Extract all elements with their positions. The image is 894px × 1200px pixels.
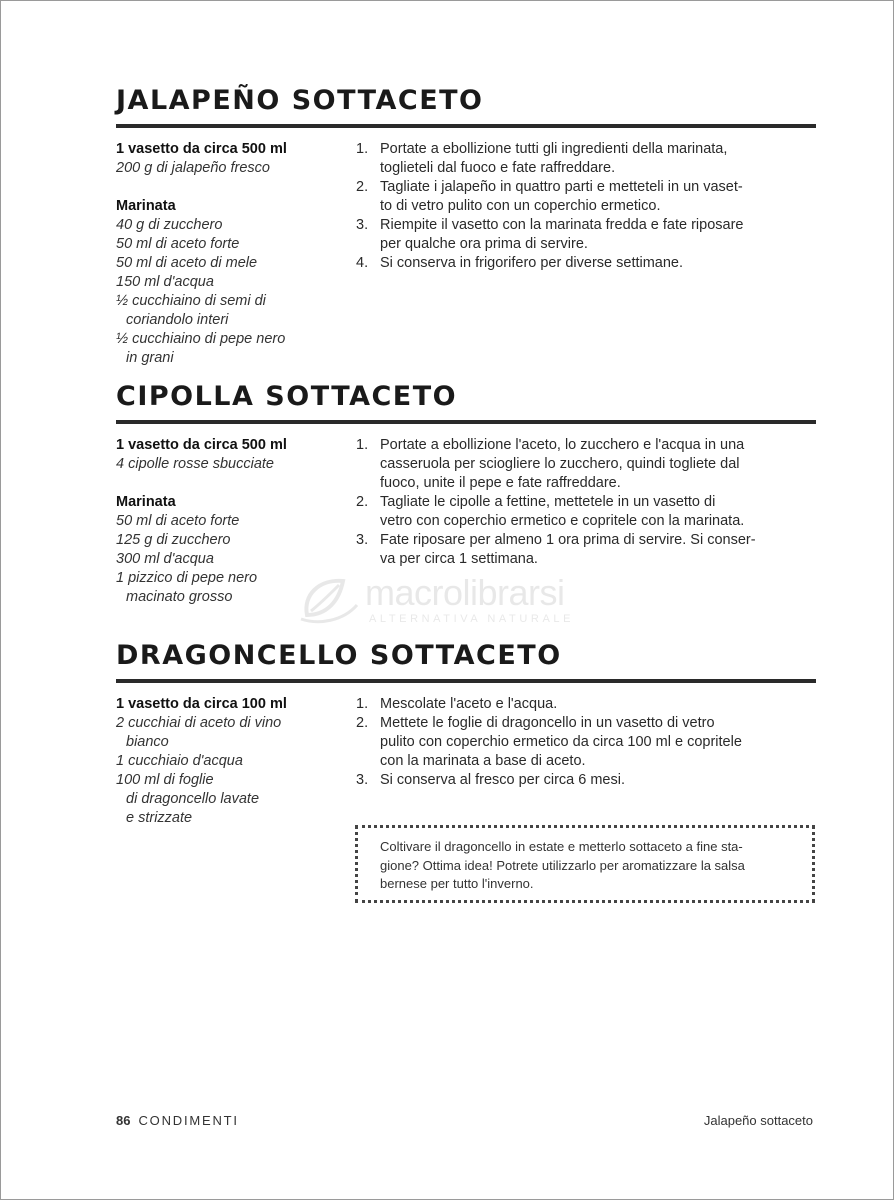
step-number: 3. <box>356 217 369 233</box>
recipe-jalapeno <box>116 81 816 366</box>
step-line: Tagliate le cipolle a fettine, mettetele in un vasetto di <box>380 494 716 510</box>
step-line: Riempite il vasetto con la marinata fredda e fate riposare <box>380 217 744 233</box>
ingredient: di dragoncello lavate <box>126 791 260 807</box>
step-line: toglieteli dal fuoco e fate raffreddare. <box>380 160 616 176</box>
footer-left <box>116 1113 239 1128</box>
step <box>356 695 816 714</box>
ingredient: 100 ml di foglie <box>116 772 214 788</box>
title-rule <box>116 420 816 424</box>
yield: 1 vasetto da circa 500 ml <box>116 141 287 157</box>
recipe-title: CIPOLLA SOTTACETO <box>116 381 458 412</box>
step-number: 4. <box>356 255 369 271</box>
ingredient: e strizzate <box>126 810 193 826</box>
step-line: con la marinata a base di aceto. <box>380 753 586 769</box>
step-line: per qualche ora prima di servire. <box>380 236 588 252</box>
ingredient: 4 cipolle rosse sbucciate <box>116 456 274 472</box>
step-line: Fate riposare per almeno 1 ora prima di servire. Si conser- <box>380 532 756 548</box>
ingredient: ½ cucchiaino di pepe nero <box>116 331 286 347</box>
step <box>356 178 816 216</box>
step-line: Si conserva in frigorifero per diverse settimane. <box>380 255 684 271</box>
section-name: CONDIMENTI <box>138 1113 239 1128</box>
step-line: Si conserva al fresco per circa 6 mesi. <box>380 772 625 788</box>
page-number: 86 <box>116 1113 131 1128</box>
yield: 1 vasetto da circa 500 ml <box>116 437 287 453</box>
ingredient: 2 cucchiai di aceto di vino <box>116 715 282 731</box>
ingredient: 1 pizzico di pepe nero <box>116 570 258 586</box>
step-number: 2. <box>356 715 369 731</box>
marinade-label: Marinata <box>116 494 176 510</box>
marinade-label: Marinata <box>116 198 176 214</box>
step-line: Portate a ebollizione l'aceto, lo zucchero e l'acqua in una <box>380 437 745 453</box>
step-number: 1. <box>356 696 369 712</box>
recipe-dragoncello <box>116 636 816 891</box>
step-line: Mettete le foglie di dragoncello in un vasetto di vetro <box>380 715 715 731</box>
yield: 1 vasetto da circa 100 ml <box>116 696 287 712</box>
ingredient: 50 ml di aceto forte <box>116 513 240 529</box>
ingredients <box>116 436 346 607</box>
title-rule <box>116 679 816 683</box>
step-number: 1. <box>356 141 369 157</box>
ingredient: 40 g di zucchero <box>116 217 223 233</box>
title-rule <box>116 124 816 128</box>
step-line: Tagliate i jalapeño in quattro parti e metteteli in un vaset- <box>380 179 743 195</box>
running-title: Jalapeño sottaceto <box>703 1113 813 1128</box>
step-line: casseruola per sciogliere lo zucchero, quindi togliete dal <box>380 456 740 472</box>
ingredient: coriandolo interi <box>126 312 229 328</box>
step-number: 2. <box>356 179 369 195</box>
step <box>356 493 816 531</box>
watermark-brand: macrolibrarsi <box>365 572 565 613</box>
watermark-tagline: ALTERNATIVA NATURALE <box>369 613 575 625</box>
ingredient: 300 ml d'acqua <box>116 551 214 567</box>
step <box>356 140 816 178</box>
step-number: 3. <box>356 772 369 788</box>
ingredient: 200 g di jalapeño fresco <box>116 160 270 176</box>
ingredient: macinato grosso <box>126 589 233 605</box>
step-number: 2. <box>356 494 369 510</box>
ingredients <box>116 140 346 368</box>
step <box>356 254 816 273</box>
tip-line: gione? Ottima idea! Potrete utilizzarlo per aromatizzare la salsa <box>380 857 745 873</box>
steps-list <box>356 436 816 569</box>
tip-line: bernese per tutto l'inverno. <box>380 876 534 891</box>
step-line: pulito con coperchio ermetico da circa 100 ml e copritele <box>380 734 742 750</box>
step-number: 1. <box>356 437 369 453</box>
tip-box <box>355 825 815 903</box>
step-line: vetro con coperchio ermetico e copritele con la marinata. <box>380 513 745 529</box>
ingredient: 1 cucchiaio d'acqua <box>116 753 243 769</box>
ingredient: bianco <box>126 734 169 750</box>
step <box>356 771 816 790</box>
step-line: Mescolate l'aceto e l'acqua. <box>380 696 558 712</box>
step <box>356 216 816 254</box>
recipe-title: DRAGONCELLO SOTTACETO <box>116 640 562 671</box>
step-number: 3. <box>356 532 369 548</box>
step-line: fuoco, unite il pepe e fate raffreddare. <box>380 475 621 491</box>
ingredient: 50 ml di aceto di mele <box>116 255 258 271</box>
steps-list <box>356 140 816 273</box>
ingredient: 150 ml d'acqua <box>116 274 214 290</box>
recipe-title: JALAPEÑO SOTTACETO <box>116 85 484 116</box>
step <box>356 531 816 569</box>
ingredient: ½ cucchiaino di semi di <box>116 293 266 309</box>
step <box>356 436 816 493</box>
ingredient: 125 g di zucchero <box>116 532 231 548</box>
step <box>356 714 816 771</box>
steps-list <box>356 695 816 790</box>
step-line: va per circa 1 settimana. <box>380 551 538 567</box>
tip-line: Coltivare il dragoncello in estate e metterlo sottaceto a fine sta- <box>380 839 743 854</box>
step-line: to di vetro pulito con un coperchio ermetico. <box>380 198 661 214</box>
ingredient: 50 ml di aceto forte <box>116 236 240 252</box>
step-line: Portate a ebollizione tutti gli ingredienti della marinata, <box>380 141 728 157</box>
ingredients <box>116 695 346 828</box>
ingredient: in grani <box>126 350 174 366</box>
